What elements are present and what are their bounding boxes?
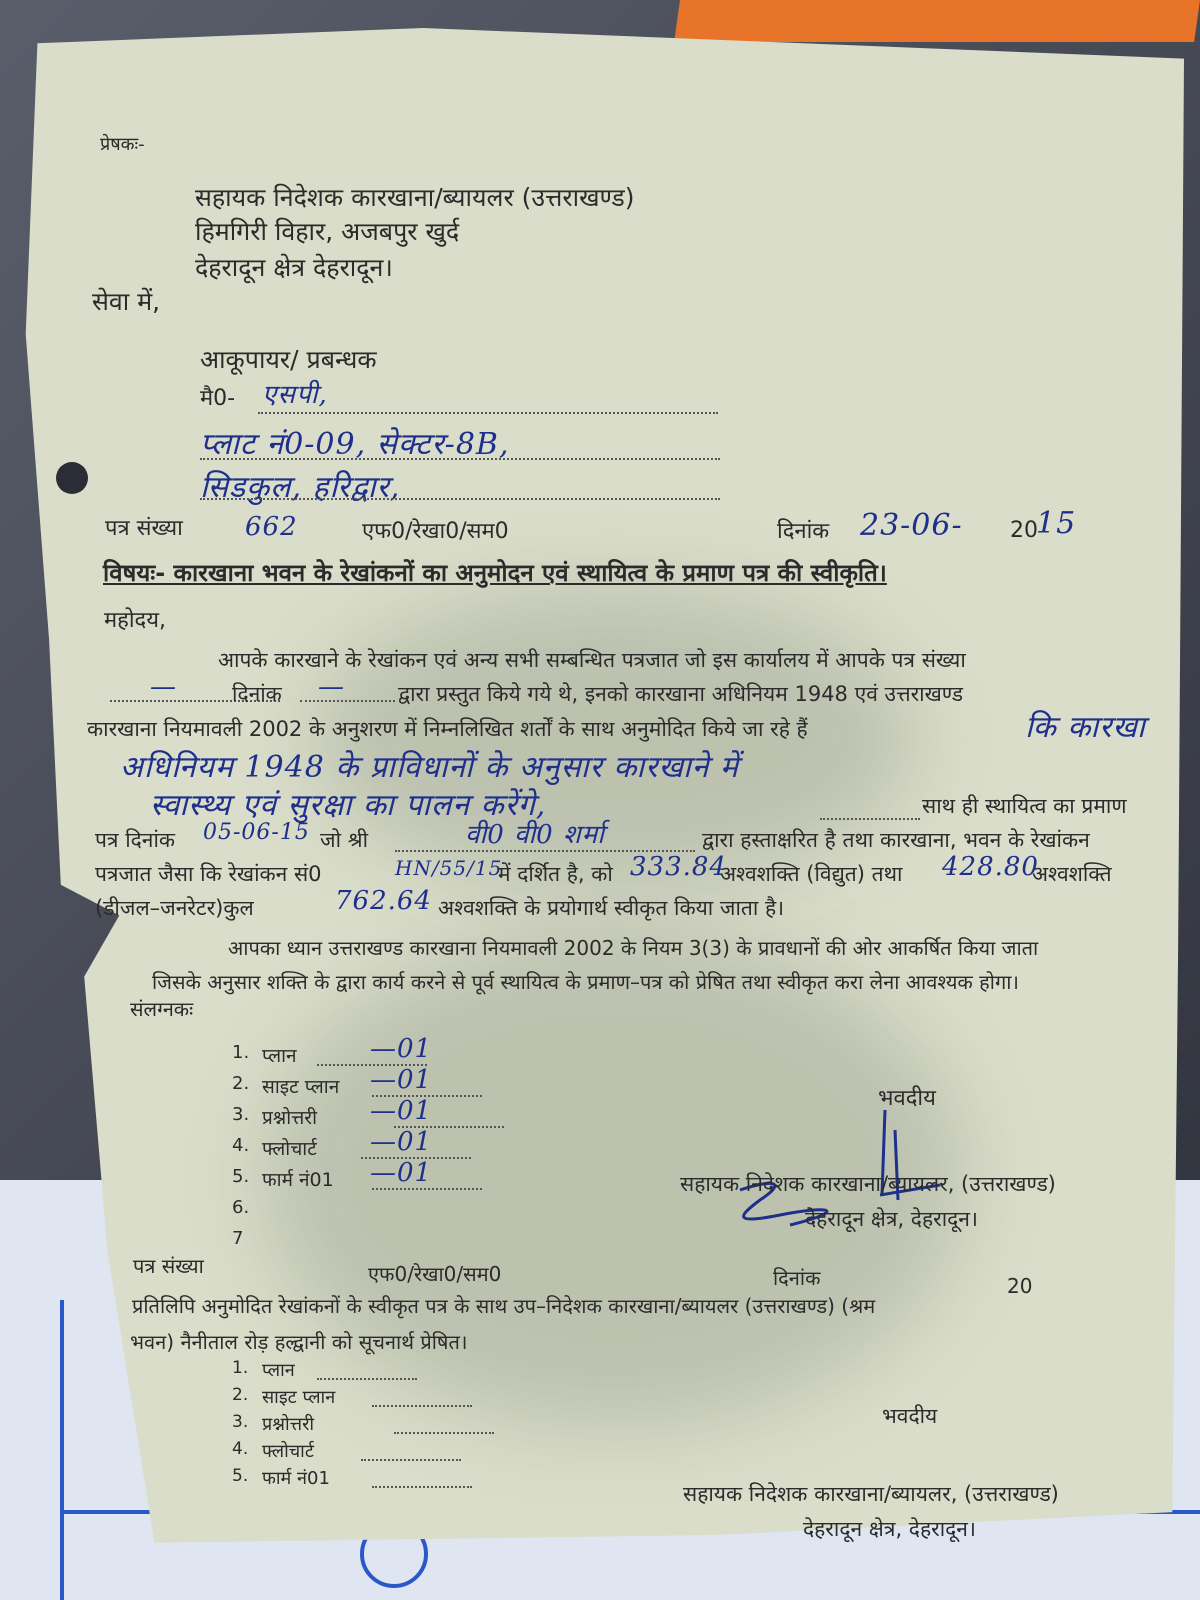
copy-enclosure-item: प्लान xyxy=(262,1360,295,1381)
dotted-line xyxy=(372,1188,482,1190)
certificate-date: 05-06-15 xyxy=(203,820,310,845)
enclosures-label: संलग्नकः xyxy=(130,997,194,1021)
drawing-number: HN/55/15 xyxy=(395,856,503,880)
letter-date: 23-06- xyxy=(860,508,963,543)
enclosure-number: 5. xyxy=(232,1166,250,1187)
enclosure-item: फ्लोचार्ट xyxy=(262,1138,317,1160)
body-line-6b: जो श्री xyxy=(320,828,369,852)
punch-hole xyxy=(56,462,88,494)
copy-enclosure-item: साइट प्लान xyxy=(262,1387,336,1408)
body-line-1: आपके कारखाने के रेखांकन एवं अन्य सभी सम्बन्धित पत्रजात जो इस कार्यालय में आपके पत्र संख्या xyxy=(218,648,966,672)
body-line-2: द्वारा प्रस्तुत किये गये थे, इनको कारखाना अधिनियम 1948 एवं उत्तराखण्ड xyxy=(398,682,963,706)
signatory-designation: सहायक निदेशक कारखाना/ब्यायलर, (उत्तराखण्ड) xyxy=(680,1172,1056,1196)
signatory-place: देहरादून क्षेत्र, देहरादून। xyxy=(805,1207,978,1231)
dotted-line xyxy=(258,412,718,414)
dotted-line xyxy=(820,818,920,820)
orange-folder xyxy=(674,0,1200,42)
body-para2-line-1: आपका ध्यान उत्तराखण्ड कारखाना नियमावली 2002 के नियम 3(3) के प्रावधानों की ओर आकर्षित किया जाता xyxy=(228,936,1039,960)
dotted-line xyxy=(200,498,720,500)
copy-file-codes: एफ0/रेखा0/सम0 xyxy=(368,1262,502,1286)
copy-enclosure-item: प्रश्नोत्तरी xyxy=(262,1414,315,1435)
condition-handwritten-1: कि कारखा xyxy=(1025,710,1146,745)
copy-letter-number-label: पत्र संख्या xyxy=(133,1254,204,1278)
body-date-label: दिनांक xyxy=(232,682,282,706)
body-line-3: कारखाना नियमावली 2002 के अनुशरण में निम्नलिखित शर्तों के साथ अनुमोदित किये जा रहे हैं xyxy=(87,717,808,741)
copy-enclosure-number: 2. xyxy=(232,1385,249,1405)
enclosure-item: साइट प्लान xyxy=(262,1076,340,1098)
copy-line-2: भवन) नैनीताल रोड़ हल्द्वानी को सूचनार्थ प्रेषित। xyxy=(130,1330,468,1354)
dotted-line xyxy=(394,1432,494,1434)
copy-line-1: प्रतिलिपि अनुमोदित रेखांकनों के स्वीकृत पत्र के साथ उप–निदेशक कारखाना/ब्यायलर (उत्तराखण्ड) (श्रम xyxy=(132,1294,876,1318)
copy-regards: भवदीय xyxy=(882,1404,938,1428)
dotted-line xyxy=(372,1486,472,1488)
body-line-5: साथ ही स्थायित्व का प्रमाण xyxy=(922,794,1127,818)
body-line-7c: अश्वशक्ति (विद्युत) तथा xyxy=(720,862,903,886)
engineer-name: वी0 वी0 शर्मा xyxy=(465,820,605,850)
date-label: दिनांक xyxy=(777,519,830,544)
to-address-2: सिडकुल, हरिद्वार, xyxy=(200,470,401,505)
copy-enclosure-number: 1. xyxy=(232,1358,249,1378)
copy-signatory-place: देहरादून क्षेत्र, देहरादून। xyxy=(803,1517,976,1541)
enclosure-quantity: —01 xyxy=(370,1158,433,1188)
subject-line: विषयः- कारखाना भवन के रेखांकनों का अनुमोदन एवं स्थायित्व के प्रमाण पत्र की स्वीकृति। xyxy=(103,559,887,587)
copy-enclosure-item: फ्लोचार्ट xyxy=(262,1441,314,1462)
year-prefix: 20 xyxy=(1010,518,1038,543)
enclosure-quantity: —01 xyxy=(370,1065,433,1095)
sender-label: प्रेषकः- xyxy=(100,134,145,155)
total-hp: 762.64 xyxy=(335,886,432,916)
enclosure-item: प्रश्नोत्तरी xyxy=(262,1107,317,1129)
enclosure-quantity: —01 xyxy=(370,1096,433,1126)
letter-number-label: पत्र संख्या xyxy=(105,516,183,541)
copy-date-label: दिनांक xyxy=(773,1266,821,1290)
enclosure-quantity: —01 xyxy=(370,1034,433,1064)
to-address-1: प्लाट नं0-09, सेक्टर-8B, xyxy=(200,427,510,462)
copy-signatory-designation: सहायक निदेशक कारखाना/ब्यायलर, (उत्तराखण्ड) xyxy=(683,1482,1059,1506)
dotted-line xyxy=(300,700,395,702)
enclosure-number: 6. xyxy=(232,1197,250,1218)
body-para2-line-2: जिसके अनुसार शक्ति के द्वारा कार्य करने से पूर्व स्थायित्व के प्रमाण–पत्र को प्रेषित तथा स्वीकृत करा लेना आवश्यक होगा। xyxy=(152,970,1019,994)
enclosure-number: 2. xyxy=(232,1073,250,1094)
sender-line-1: सहायक निदेशक कारखाना/ब्यायलर (उत्तराखण्ड) xyxy=(195,183,635,212)
body-line-7b: में दर्शित है, को xyxy=(498,862,613,886)
enclosure-quantity: —01 xyxy=(370,1127,433,1157)
letter-number: 662 xyxy=(245,512,298,542)
condition-handwritten-3: स्वास्थ्य एवं सुरक्षा का पालन करेंगे, xyxy=(150,788,547,823)
copy-enclosure-number: 4. xyxy=(232,1439,249,1459)
enclosure-number: 1. xyxy=(232,1042,250,1063)
body-line-7d: अश्वशक्ति xyxy=(1032,862,1112,886)
enclosure-item: प्लान xyxy=(262,1045,297,1067)
sender-line-2: हिमगिरी विहार, अजबपुर खुर्द xyxy=(195,217,460,246)
sender-line-3: देहरादून क्षेत्र देहरादून। xyxy=(195,253,393,282)
electric-hp: 333.84 xyxy=(630,852,727,882)
regards: भवदीय xyxy=(878,1086,936,1111)
to-label: सेवा में, xyxy=(92,287,161,316)
dotted-line xyxy=(317,1378,417,1380)
to-prefix: मै0- xyxy=(200,386,236,411)
body-line-8a: (डीजल–जनरेटर)कुल xyxy=(95,896,254,920)
diesel-hp: 428.80 xyxy=(942,852,1039,882)
dotted-line xyxy=(372,1405,472,1407)
copy-enclosure-number: 3. xyxy=(232,1412,249,1432)
salutation: महोदय, xyxy=(104,608,166,633)
to-role: आकूपायर/ प्रबन्धक xyxy=(200,345,377,374)
copy-enclosure-item: फार्म नं01 xyxy=(262,1468,330,1489)
enclosure-number: 7 xyxy=(232,1228,244,1249)
year-handwritten: 15 xyxy=(1036,506,1077,541)
body-line-6a: पत्र दिनांक xyxy=(95,828,176,852)
copy-year: 20 xyxy=(1007,1274,1033,1298)
body-line-7a: पत्रजात जैसा कि रेखांकन सं0 xyxy=(95,862,322,886)
ref-number-blank: — xyxy=(150,672,177,702)
ref-date-blank: — xyxy=(318,672,345,702)
body-line-6c: द्वारा हस्ताक्षरित है तथा कारखाना, भवन के रेखांकन xyxy=(702,828,1090,852)
dotted-line xyxy=(200,458,720,460)
enclosure-number: 4. xyxy=(232,1135,250,1156)
to-name: एसपी, xyxy=(262,380,328,410)
copy-enclosure-number: 5. xyxy=(232,1466,249,1486)
enclosure-number: 3. xyxy=(232,1104,250,1125)
dotted-line xyxy=(361,1459,461,1461)
file-codes: एफ0/रेखा0/सम0 xyxy=(362,519,509,544)
condition-handwritten-2: अधिनियम 1948 के प्राविधानों के अनुसार कारखाने में xyxy=(120,750,739,785)
enclosure-item: फार्म नं01 xyxy=(262,1169,334,1191)
body-line-8b: अश्वशक्ति के प्रयोगार्थ स्वीकृत किया जाता है। xyxy=(438,896,785,920)
